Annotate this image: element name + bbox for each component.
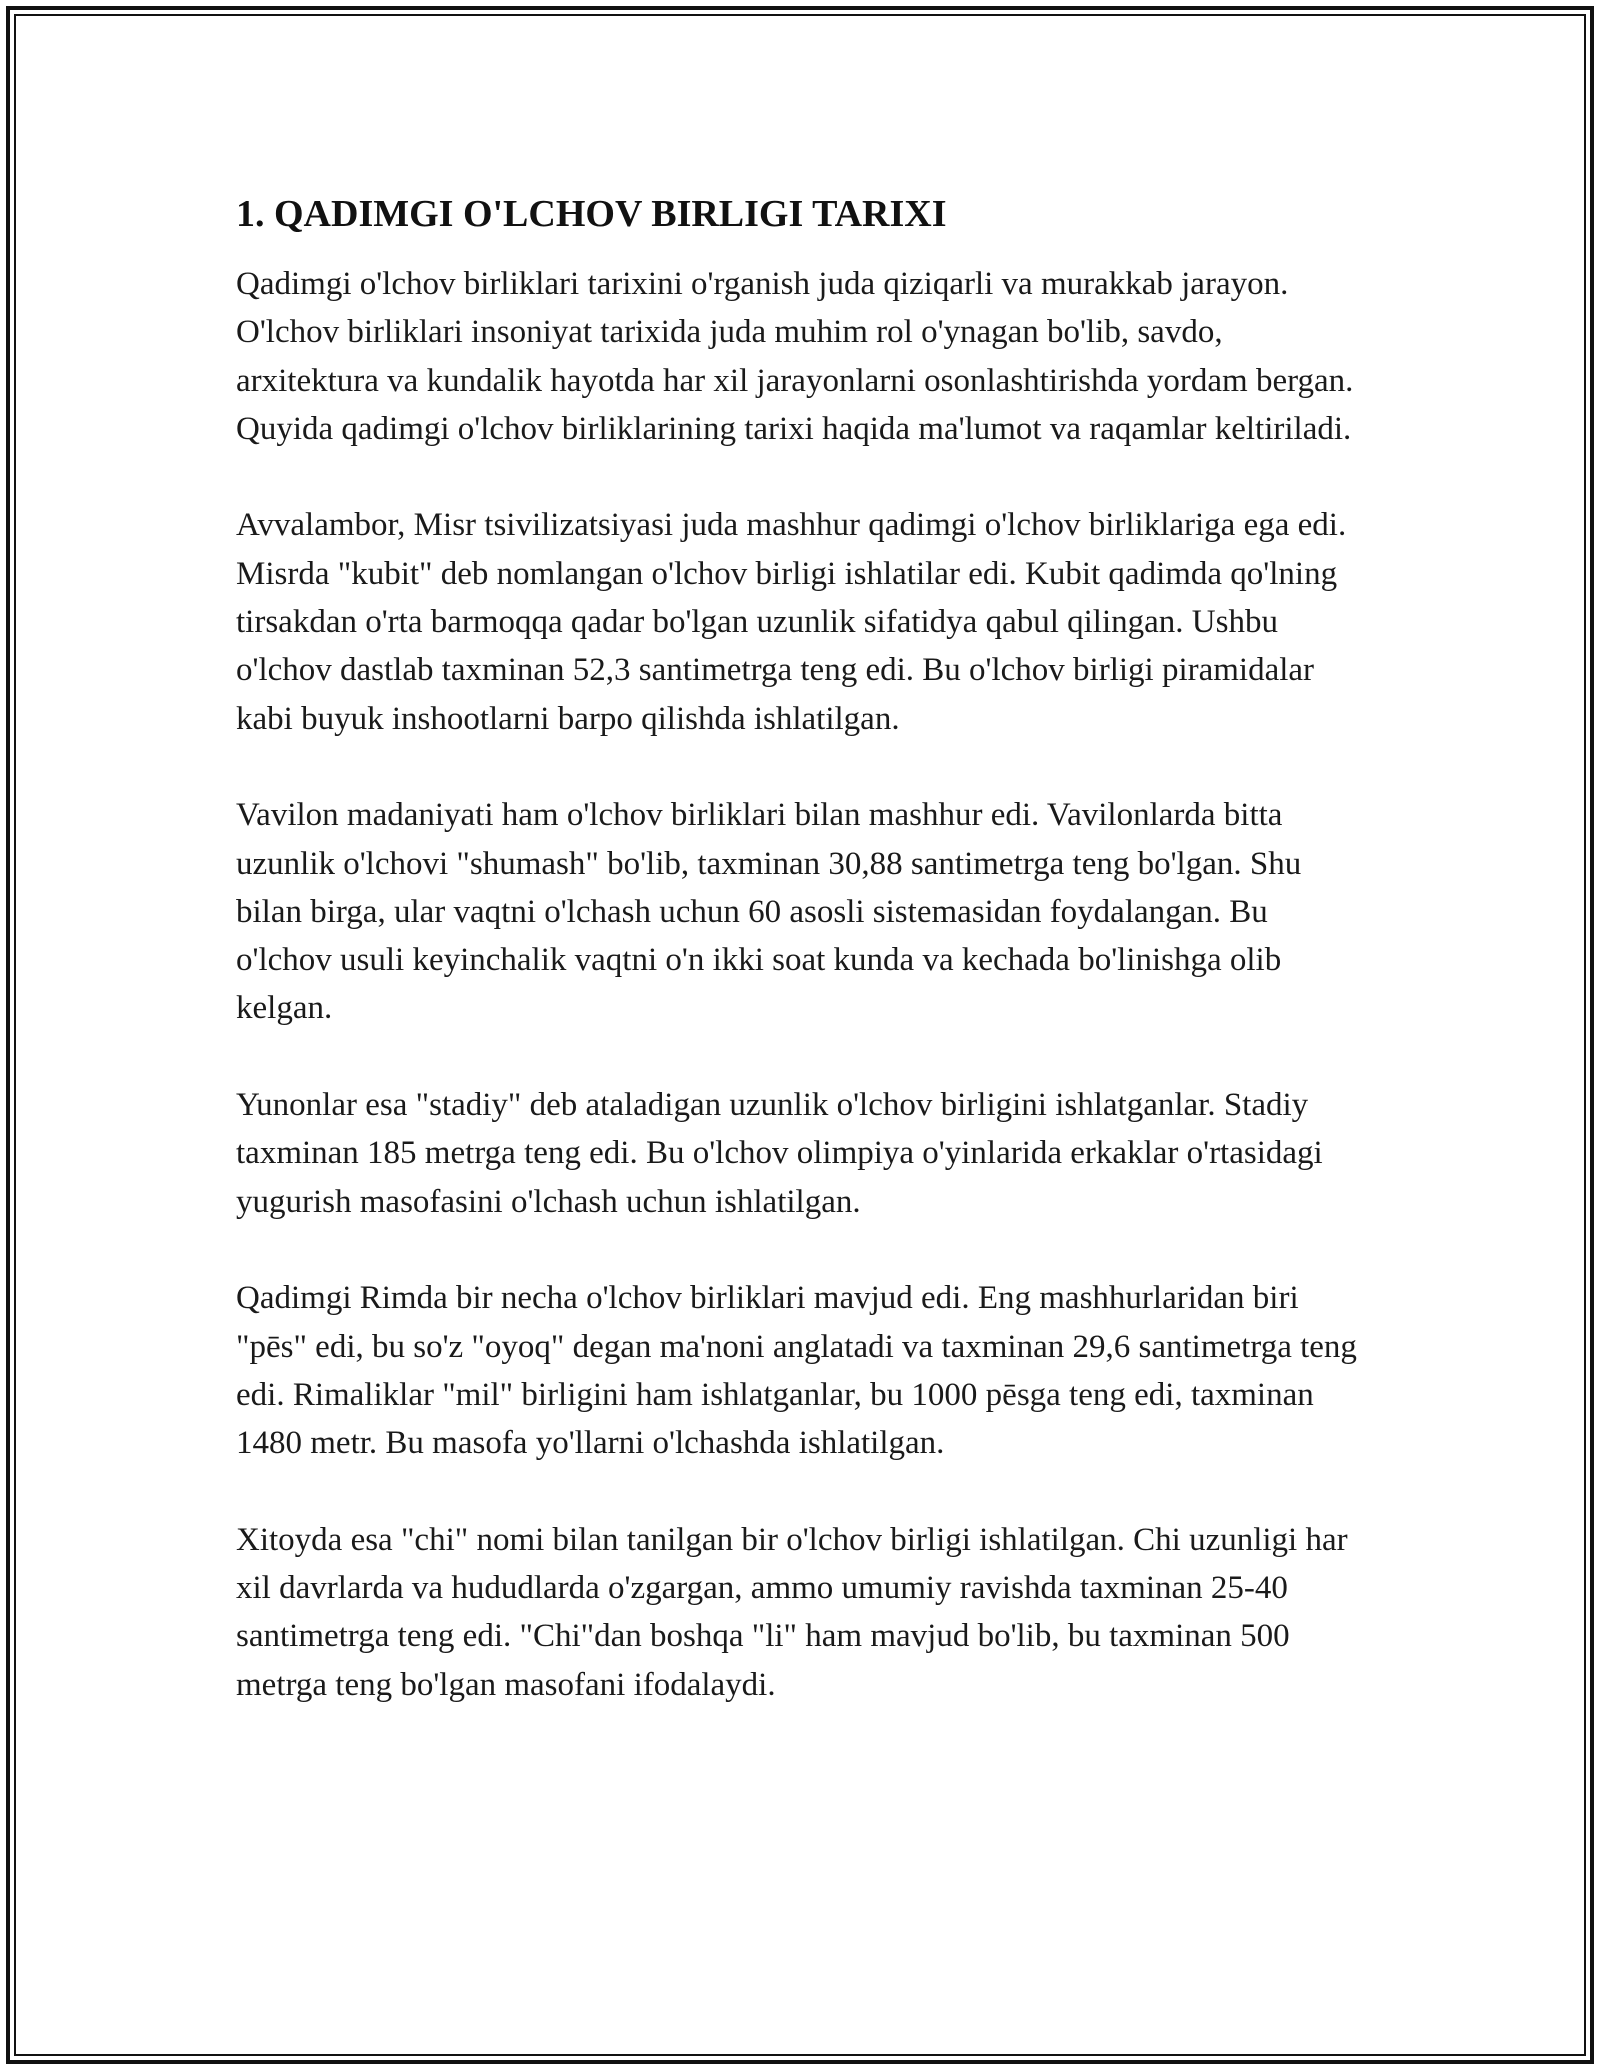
document-body xyxy=(236,188,1364,1757)
paragraph-babylon: Vavilon madaniyati ham o'lchov birliklari bilan mashhur edi. Vavilonlarda bitta uzunlik o'lchovi "shumash" bo'lib, taxminan 30,88 santimetrga teng bo'lgan. Shu bilan birga, ular vaqtni o'lchash uchun 60 asosli sistemasidan foydalangan. Bu o'lchov usuli keyinchalik vaqtni o'n ikki soat kunda va kechada bo'linishga olib kelgan. xyxy=(236,797,1302,1027)
paragraph-egypt: Avvalambor, Misr tsivilizatsiyasi juda mashhur qadimgi o'lchov birliklariga ega edi. Misrda "kubit" deb nomlangan o'lchov birligi ishlatilar edi. Kubit qadimda qo'lning tirsakdan o'rta barmoqqa qadar bo'lgan uzunlik sifatidya qabul qilingan. Ushbu o'lchov dastlab taxminan 52,3 santimetrga teng edi. Bu o'lchov birligi piramidalar kabi buyuk inshootlarni barpo qilishda ishlatilgan. xyxy=(236,507,1347,737)
paragraph-intro: Qadimgi o'lchov birliklari tarixini o'rganish juda qiziqarli va murakkab jarayon. O'lchov birliklari insoniyat tarixida juda muhim rol o'ynagan bo'lib, savdo, arxitektura va kundalik hayotda har xil jarayonlarni osonlashtirishda yordam bergan. Quyida qadimgi o'lchov birliklarining tarixi haqida ma'lumot va raqamlar keltiriladi. xyxy=(236,266,1354,447)
paragraph-china: Xitoyda esa "chi" nomi bilan tanilgan bir o'lchov birligi ishlatilgan. Chi uzunligi har xil davrlarda va hududlarda o'zgargan, ammo umumiy ravishda taxminan 25-40 santimetrga teng edi. "Chi"dan boshqa "li" ham mavjud bo'lib, bu taxminan 500 metrga teng bo'lgan masofani ifodalaydi. xyxy=(236,1521,1348,1703)
section-title: 1. QADIMGI O'LCHOV BIRLIGI TARIXI xyxy=(236,193,947,235)
paragraph-rome: Qadimgi Rimda bir necha o'lchov birliklari mavjud edi. Eng mashhurlaridan biri "pēs" edi, bu so'z "oyoq" degan ma'noni anglatadi va taxminan 29,6 santimetrga teng edi. Rimaliklar "mil" birligini ham ishlatganlar, bu 1000 pēsga teng edi, taxminan 1480 metr. Bu masofa yo'llarni o'lchashda ishlatilgan. xyxy=(236,1280,1357,1462)
paragraph-greece: Yunonlar esa "stadiy" deb ataladigan uzunlik o'lchov birligini ishlatganlar. Stadiy taxminan 185 metrga teng edi. Bu o'lchov olimpiya o'yinlarida erkaklar o'rtasidagi yugurish masofasini o'lchash uchun ishlatilgan. xyxy=(236,1087,1323,1220)
